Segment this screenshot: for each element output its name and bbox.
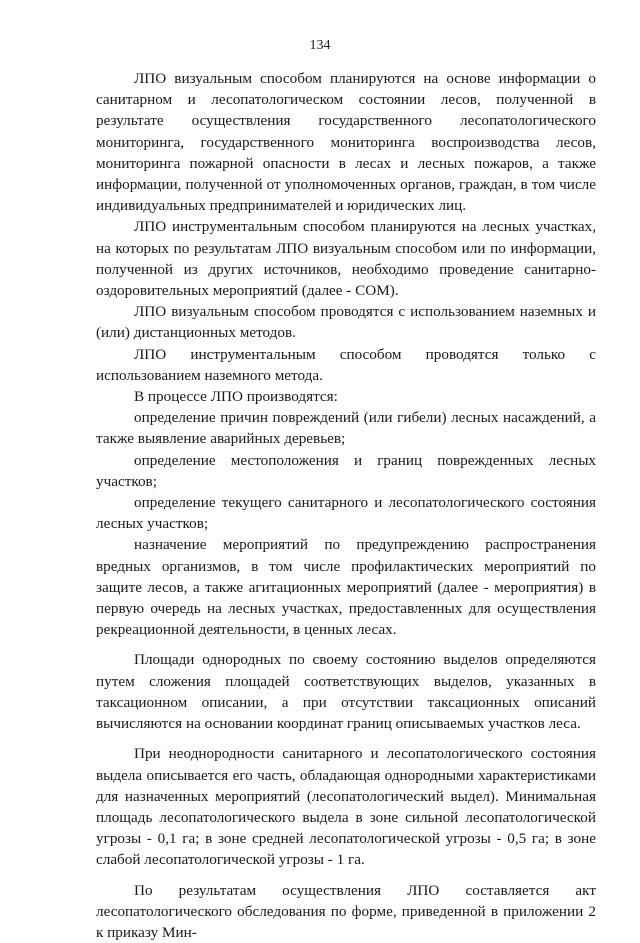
- list-item-location-boundaries: определение местоположения и границ поврежденных лесных участков;: [96, 451, 596, 490]
- page-number: 134: [309, 38, 331, 53]
- paragraph-lpo-process-intro: В процессе ЛПО производятся:: [134, 388, 338, 406]
- document-body: [96, 68, 596, 943]
- paragraph-inspection-act: По результатам осуществления ЛПО составляется акт лесопатологического обследования по форме, приведенной в приложении 2 к приказу Мин-: [96, 881, 596, 941]
- paragraph-lpo-instrumental-planning: ЛПО инструментальным способом планируются на лесных участках, на которых по результатам ЛПО визуальным способом или по информации, полученной из других источников, необходимо проведение санитарно-оздоровительных мероприятий (далее - СОМ).: [96, 218, 596, 300]
- list-item-measures-assignment: назначение мероприятий по предупреждению распространения вредных организмов, в том числе профилактических мероприятий по защите лесов, а также агитационных мероприятий (далее - мероприятия) в первую очередь на лесных участках, предоставленных для осуществления рекреационной деятельности, в ценных лесах.: [96, 536, 596, 639]
- paragraph-lpo-visual-methods: ЛПО визуальным способом проводятся с использованием наземных и (или) дистанционных методов.: [96, 303, 596, 342]
- paragraph-heterogeneity: При неоднородности санитарного и лесопатологического состояния выдела описывается его часть, обладающая однородными характеристиками для назначенных мероприятий (лесопатологический выдел). Минимальная площадь лесопатологического выдела в зоне сильной лесопатологической угрозы - 0,1 га; в зоне средней лесопатологической угрозы - 0,5 га; в зоне слабой лесопатологической угрозы - 1 га.: [96, 745, 596, 869]
- list-item-current-state: определение текущего санитарного и лесопатологического состояния лесных участков;: [96, 494, 596, 533]
- paragraph-lpo-visual-planning: ЛПО визуальным способом планируются на основе информации о санитарном и лесопатологическом состоянии лесов, полученной в результате осуществления государственного лесопатологического мониторинга, государственного мониторинга воспроизводства лесов, мониторинга пожарной опасности в лесах и лесных пожаров, а также информации, полученной от уполномоченных органов, граждан, в том числе индивидуальных предпринимателей и юридических лиц.: [96, 70, 596, 215]
- paragraph-lpo-instrumental-methods: ЛПО инструментальным способом проводятся только с использованием наземного метода.: [96, 345, 596, 384]
- paragraph-area-calculation: Площади однородных по своему состоянию выделов определяются путем сложения площадей соответствующих выделов, указанных в таксационном описании, а при отсутствии таксационных описаний вычисляются на основании координат границ описываемых участков леса.: [96, 651, 596, 733]
- list-item-damage-causes: определение причин повреждений (или гибели) лесных насаждений, а также выявление аварийных деревьев;: [96, 409, 596, 448]
